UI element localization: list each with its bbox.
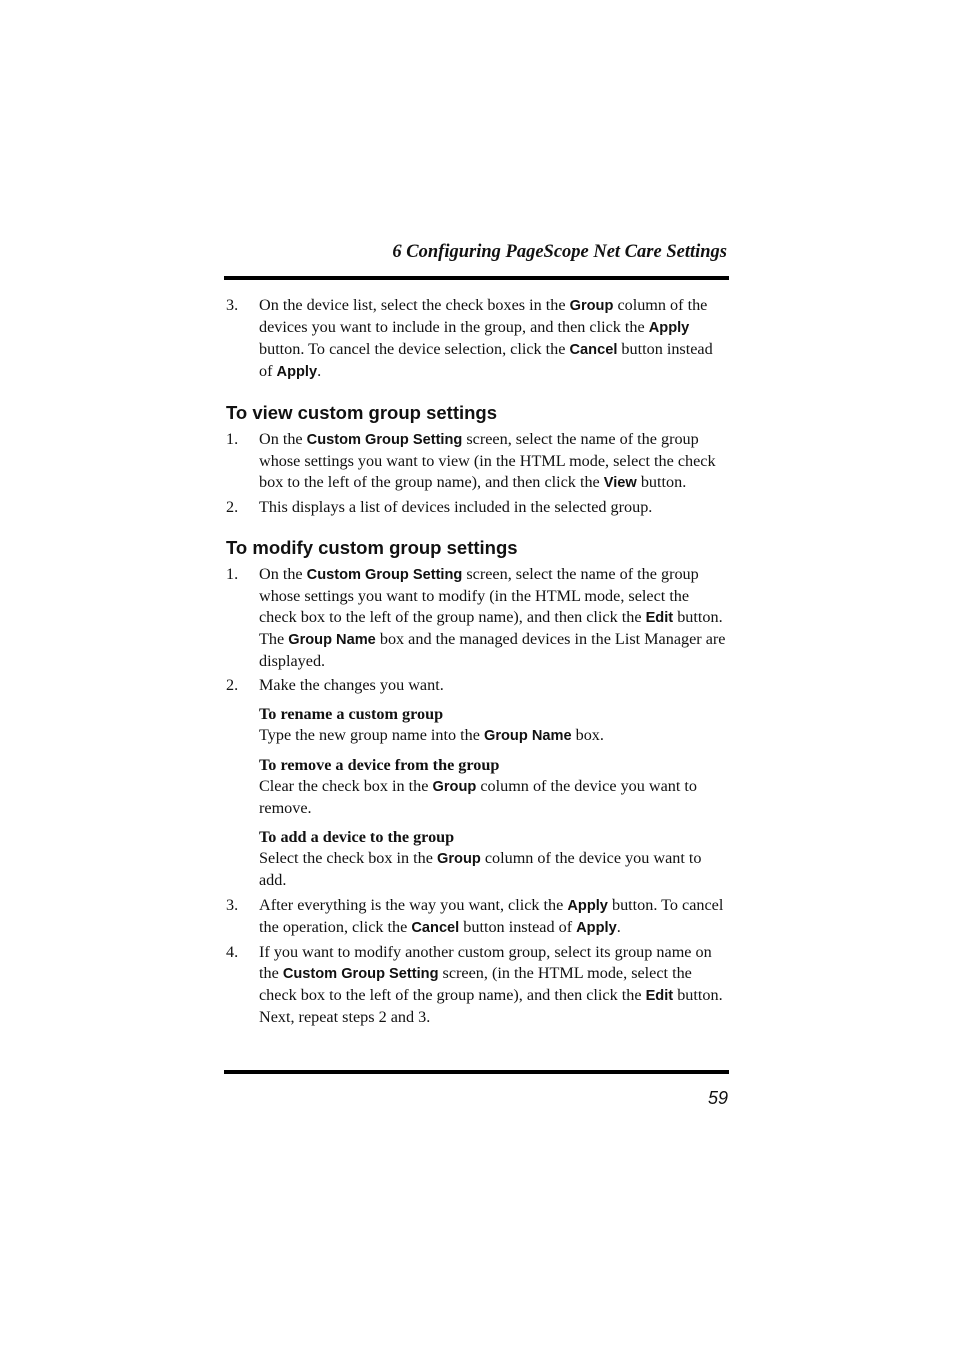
ui-term-group: Group	[437, 851, 481, 867]
subsection-rename	[226, 704, 728, 747]
footer-rule	[224, 1070, 729, 1074]
step-text: button instead of	[259, 340, 713, 380]
step-text: column of the devices you want to include in the group, and then click the	[259, 296, 708, 336]
modify-step-1	[226, 564, 728, 672]
step-number: 1.	[226, 565, 239, 583]
modify-step-3	[226, 895, 728, 939]
step-text: button instead of	[459, 918, 577, 936]
subsection-text: Type the new group name into the	[259, 726, 484, 744]
step-text: screen, select the name of the group whose settings you want to modify (in the HTML mode, select the check box to the left of the group name), and then click the	[259, 565, 699, 626]
subsection-text: box.	[571, 726, 604, 744]
ui-term-custom-group-setting: Custom Group Setting	[306, 432, 463, 448]
section-heading-modify: To modify custom group settings	[226, 537, 518, 558]
subsection-text: column of the device you want to remove.	[259, 777, 698, 817]
modify-step-4	[226, 942, 728, 1028]
step-text: .	[616, 918, 621, 936]
step-text: button. To cancel the operation, click the	[259, 896, 724, 936]
step-text: screen, select the name of the group whose settings you want to view (in the HTML mode, select the check box to the left of the group name), and then click the	[259, 430, 716, 491]
ui-term-group: Group	[432, 779, 477, 795]
header-rule	[224, 276, 729, 280]
page-content	[226, 295, 728, 1031]
step-text: .	[317, 362, 322, 380]
step-number: 4.	[226, 943, 239, 961]
step-text: This displays a list of devices included in the selected group.	[259, 498, 653, 516]
view-step-1	[226, 429, 728, 494]
ui-term-cancel: Cancel	[569, 342, 618, 358]
step-text: If you want to modify another custom group, select its group name on the	[259, 943, 712, 982]
step-number: 3.	[226, 896, 239, 914]
modify-step-2	[226, 675, 728, 696]
ui-term-group: Group	[569, 298, 614, 314]
subsection-text: Clear the check box in the	[259, 777, 433, 795]
step-text: Make the changes you want.	[259, 676, 444, 694]
step-number: 2.	[226, 498, 239, 516]
ui-term-custom-group-setting: Custom Group Setting	[282, 966, 439, 982]
subsection-title: To remove a device from the group	[259, 756, 500, 774]
subsection-title: To add a device to the group	[259, 828, 455, 846]
view-step-2	[226, 497, 728, 518]
step-text: button. To cancel the device selection, click the	[259, 340, 570, 358]
ui-term-edit: Edit	[645, 610, 674, 626]
step-text: button. The	[259, 608, 723, 648]
ui-term-apply: Apply	[648, 320, 690, 336]
subsection-remove-device	[226, 755, 728, 819]
step-text: screen, (in the HTML mode, select the check box to the left of the group name), and then click the	[259, 964, 692, 1004]
step-text: On the	[259, 430, 307, 448]
subsection-text: column of the device you want to add.	[259, 849, 702, 889]
step-text: button. Next, repeat steps 2 and 3.	[259, 986, 723, 1026]
step-text: On the	[259, 565, 307, 583]
step-text: On the device list, select the check boxes in the	[259, 296, 570, 314]
page-number: 59	[707, 1088, 728, 1108]
ui-term-cancel: Cancel	[411, 920, 460, 936]
step-text: button.	[636, 473, 687, 491]
step-number: 1.	[226, 430, 239, 448]
ui-term-apply: Apply	[576, 920, 617, 936]
ui-term-apply: Apply	[276, 364, 318, 380]
ui-term-group-name: Group Name	[288, 632, 376, 648]
step-number: 2.	[226, 676, 239, 694]
ui-term-group-name: Group Name	[483, 728, 572, 744]
ui-term-view: View	[603, 475, 637, 491]
ui-term-edit: Edit	[645, 988, 674, 1004]
step-text: box and the managed devices in the List Manager are displayed.	[259, 630, 726, 670]
intro-step-3	[226, 295, 728, 383]
section-heading-view: To view custom group settings	[226, 402, 498, 423]
ui-term-custom-group-setting: Custom Group Setting	[306, 567, 463, 583]
subsection-add-device	[226, 827, 728, 891]
ui-term-apply: Apply	[567, 898, 608, 914]
step-number: 3.	[226, 296, 239, 314]
subsection-title: To rename a custom group	[259, 705, 444, 723]
subsection-text: Select the check box in the	[259, 849, 437, 867]
step-text: After everything is the way you want, click the	[259, 896, 568, 914]
chapter-header: 6 Configuring PageScope Net Care Settings	[392, 242, 727, 262]
